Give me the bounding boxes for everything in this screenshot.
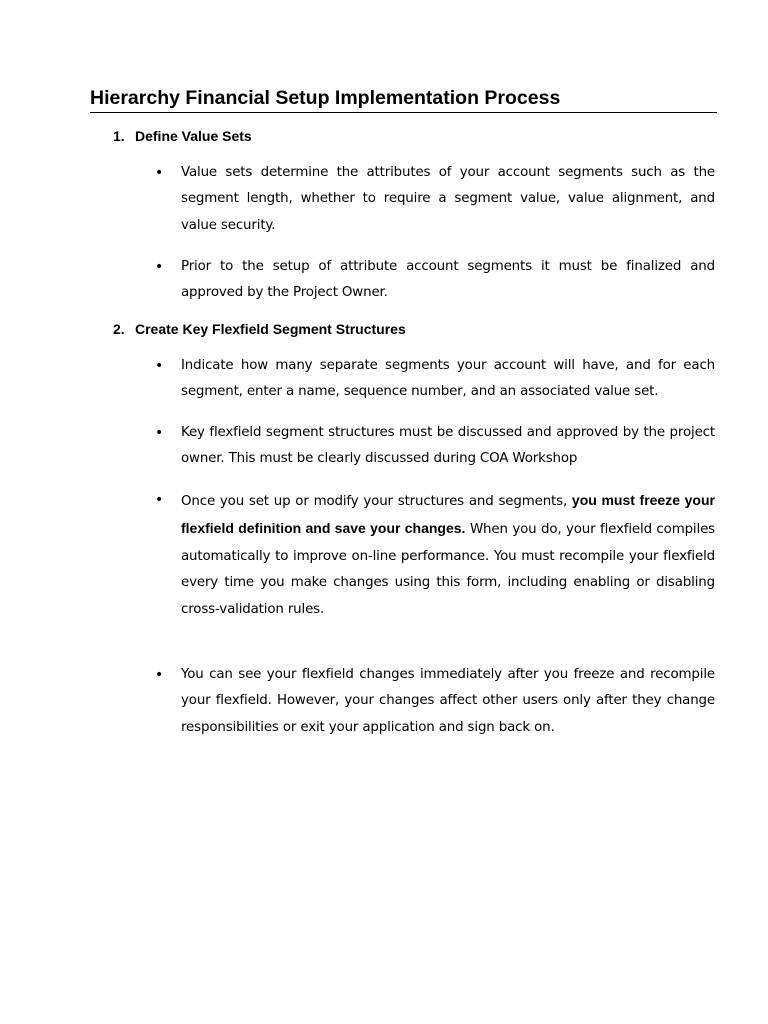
list-item-text-emphasis: you must freeze your flexfield definition and save your changes. [181,492,715,537]
list-item-text: You can see your flexfield changes immediately after you freeze and recompile your flexfield. However, your changes affect other users only after they change responsibilities or exit your application and sign back on. [181,667,715,735]
section-number: 1. [113,128,125,144]
list-item-text: Prior to the setup of attribute account segments it must be finalized and approved by the Project Owner. [181,259,715,301]
section-heading-text: Define Value Sets [135,128,252,144]
bullet-icon: • [155,667,164,683]
list-item-text: Indicate how many separate segments your account will have, and for each segment, enter a name, sequence number, and an associated value set. [181,358,715,400]
list-item [155,353,715,406]
list-item-text-end: When you do, your flexfield compiles automatically to improve on-line performance. You must recompile your flexfield every time you make changes using this form, including enabling or disabling cross-validation rules. [181,522,715,617]
bullet-icon: • [155,358,164,374]
bullet-icon: • [155,492,164,508]
list-item [155,420,715,473]
list-item-text-start: Once you set up or modify your structures and segments, [181,494,572,509]
section-heading-define-value-sets [113,127,252,145]
section-heading-text: Create Key Flexfield Segment Structures [135,321,406,337]
list-item [155,487,715,623]
section-heading-key-flexfield-structures [113,320,406,338]
list-item [155,662,715,741]
bullet-icon: • [155,259,164,275]
bullet-icon: • [155,165,164,181]
list-item [155,254,715,307]
list-item-text: Value sets determine the attributes of your account segments such as the segment length, whether to require a segment value, value alignment, and value security. [181,165,715,233]
list-item-text [181,487,715,623]
list-item-text: Key flexfield segment structures must be discussed and approved by the project owner. This must be clearly discussed during COA Workshop [181,425,715,467]
bullet-icon: • [155,425,164,441]
document-title: Hierarchy Financial Setup Implementation Process [90,85,717,113]
section-number: 2. [113,321,125,337]
list-item [155,160,715,239]
